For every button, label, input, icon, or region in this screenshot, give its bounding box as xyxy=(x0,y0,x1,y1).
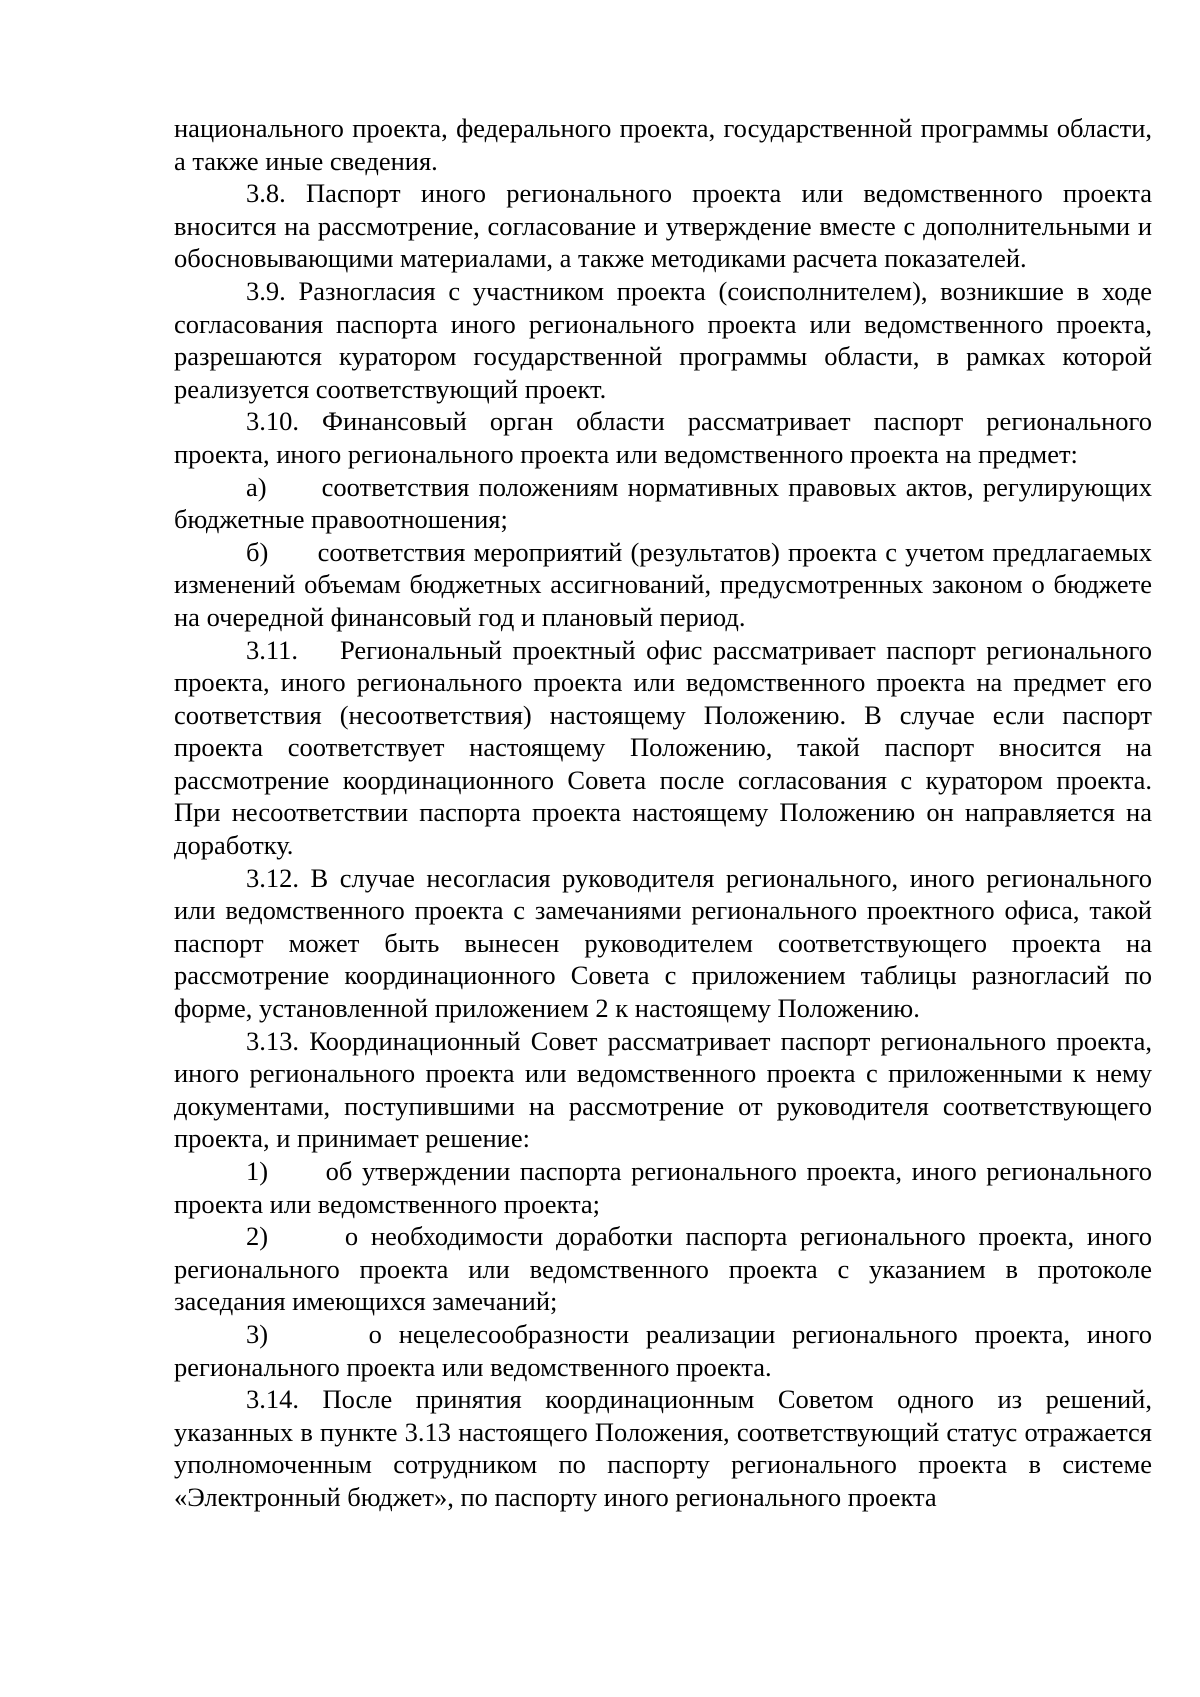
paragraph-continuation: национального проекта, федерального проекта, государственной программы области, а также иные сведения. xyxy=(174,113,1152,176)
paragraph-3-10: 3.10. Финансовый орган области рассматривает паспорт регионального проекта, иного регионального проекта или ведомственного проекта на предмет: xyxy=(174,406,1152,469)
paragraph-3-9: 3.9. Разногласия с участником проекта (соисполнителем), возникшие в ходе согласования паспорта иного регионального проекта или ведомственного проекта, разрешаются куратором государственной программы области, в рамках которой реализуется соответствующий проект. xyxy=(174,275,1152,404)
paragraph-3-14: 3.14. После принятия координационным Советом одного из решений, указанных в пункте 3.13 настоящего Положения, соответствующий статус отражается уполномоченным сотрудником по паспорту регионального проекта в системе «Электронный бюджет», по паспорту иного регионального проекта xyxy=(174,1384,1152,1512)
document-page xyxy=(174,112,1152,1514)
paragraph-3-11: 3.11. Региональный проектный офис рассматривает паспорт регионального проекта, иного регионального проекта или ведомственного проекта на предмет его соответствия (несоответствия) настоящему Положению. В случае если паспорт проекта соответствует настоящему Положению, такой паспорт вносится на рассмотрение координационного Совета после согласования с куратором проекта. При несоответствии паспорта проекта настоящему Положению он направляется на доработку. xyxy=(174,634,1152,861)
paragraph-3-13-2: 2) о необходимости доработки паспорта регионального проекта, иного регионального проекта или ведомственного проекта с указанием в протоколе заседания имеющихся замечаний; xyxy=(174,1221,1152,1317)
paragraph-3-8: 3.8. Паспорт иного регионального проекта или ведомственного проекта вносится на рассмотрение, согласование и утверждение вместе с дополнительными и обосновывающими материалами, а также методиками расчета показателей. xyxy=(174,178,1152,274)
paragraph-3-10-a: а) соответствия положениям нормативных правовых актов, регулирующих бюджетные правоотношения; xyxy=(174,471,1152,535)
paragraph-3-13: 3.13. Координационный Совет рассматривает паспорт регионального проекта, иного регионального проекта или ведомственного проекта с приложенными к нему документами, поступившими на рассмотрение от руководителя соответствующего проекта, и принимает решение: xyxy=(174,1025,1152,1154)
paragraph-3-13-3: 3) о нецелесообразности реализации регионального проекта, иного регионального проекта или ведомственного проекта. xyxy=(174,1318,1152,1382)
paragraph-3-12: 3.12. В случае несогласия руководителя регионального, иного регионального или ведомственного проекта с замечаниями регионального проектного офиса, такой паспорт может быть вынесен руководителем соответствующего проекта на рассмотрение координационного Совета с приложением таблицы разногласий по форме, установленной приложением 2 к настоящему Положению. xyxy=(174,862,1152,1024)
paragraph-3-13-1: 1) об утверждении паспорта регионального проекта, иного регионального проекта или ведомственного проекта; xyxy=(174,1156,1152,1219)
paragraph-3-10-b: б) соответствия мероприятий (результатов) проекта с учетом предлагаемых изменений объемам бюджетных ассигнований, предусмотренных законом о бюджете на очередной финансовый год и плановый период. xyxy=(174,536,1152,632)
